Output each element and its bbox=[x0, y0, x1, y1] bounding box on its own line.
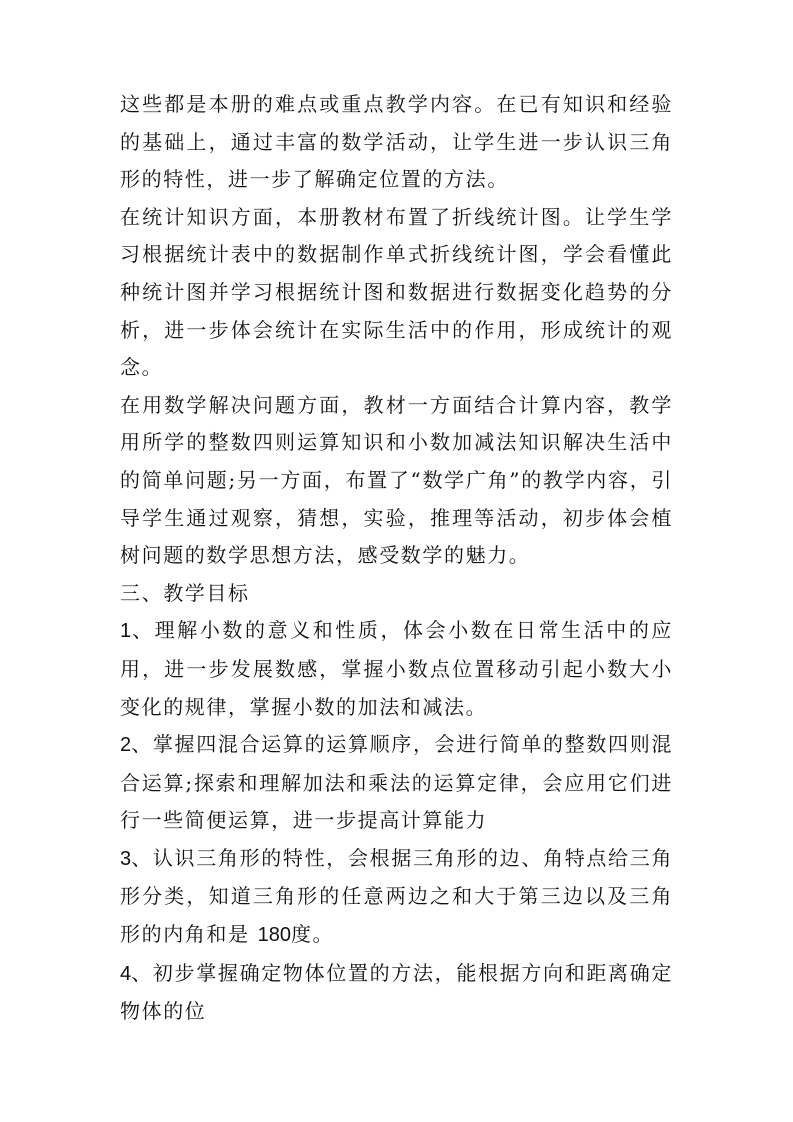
objective-item-2 bbox=[120, 726, 673, 840]
objective-number: 2 bbox=[120, 734, 132, 757]
objective-number: 1 bbox=[120, 620, 132, 643]
objective-degree-value: 180 bbox=[257, 924, 291, 947]
objective-text: 、掌握四混合运算的运算顺序，会进行简单的整数四则混合运算;探索和理解加法和乘法的运算定律，会应用它们进行一些简便运算，进一步提高计算能力 bbox=[120, 732, 673, 833]
objective-item-1 bbox=[120, 612, 673, 726]
section-heading-teaching-objectives: 三、教学目标 bbox=[120, 580, 250, 605]
objective-item-3 bbox=[120, 840, 673, 955]
objective-number: 4 bbox=[120, 962, 132, 985]
objective-text-tail: 度。 bbox=[290, 922, 335, 947]
objective-text: 、认识三角形的特性，会根据三角形的边、角特点给三角形分类，知道三角形的任意两边之和大于第三边以及三角形的内角和是 bbox=[120, 845, 673, 947]
objective-text: 、初步掌握确定物体位置的方法，能根据方向和距离确定物体的位 bbox=[120, 960, 673, 1024]
objective-text: 、理解小数的意义和性质，体会小数在日常生活中的应用，进一步发展数感，掌握小数点位置移动引起小数大小变化的规律，掌握小数的加法和减法。 bbox=[120, 618, 673, 719]
paragraph-statistics: 在统计知识方面，本册教材布置了折线统计图。让学生学习根据统计表中的数据制作单式折线统计图，学会看懂此种统计图并学习根据统计图和数据进行数据变化趋势的分析，进一步体会统计在实际生活中的作用，形成统计的观念。 bbox=[120, 204, 673, 380]
paragraph-problem-solving: 在用数学解决问题方面，教材一方面结合计算内容，教学用所学的整数四则运算知识和小数加减法知识解决生活中的简单问题;另一方面，布置了“数学广角”的教学内容，引导学生通过观察，猜想，实验，推理等活动，初步体会植树问题的数学思想方法，感受数学的魅力。 bbox=[120, 392, 673, 568]
document-page bbox=[120, 86, 673, 1031]
objective-item-4 bbox=[120, 955, 673, 1031]
paragraph-difficulties: 这些都是本册的难点或重点教学内容。在已有知识和经验的基础上，通过丰富的数学活动，让学生进一步认识三角形的特性，进一步了解确定位置的方法。 bbox=[120, 92, 673, 192]
objective-number: 3 bbox=[120, 847, 132, 870]
